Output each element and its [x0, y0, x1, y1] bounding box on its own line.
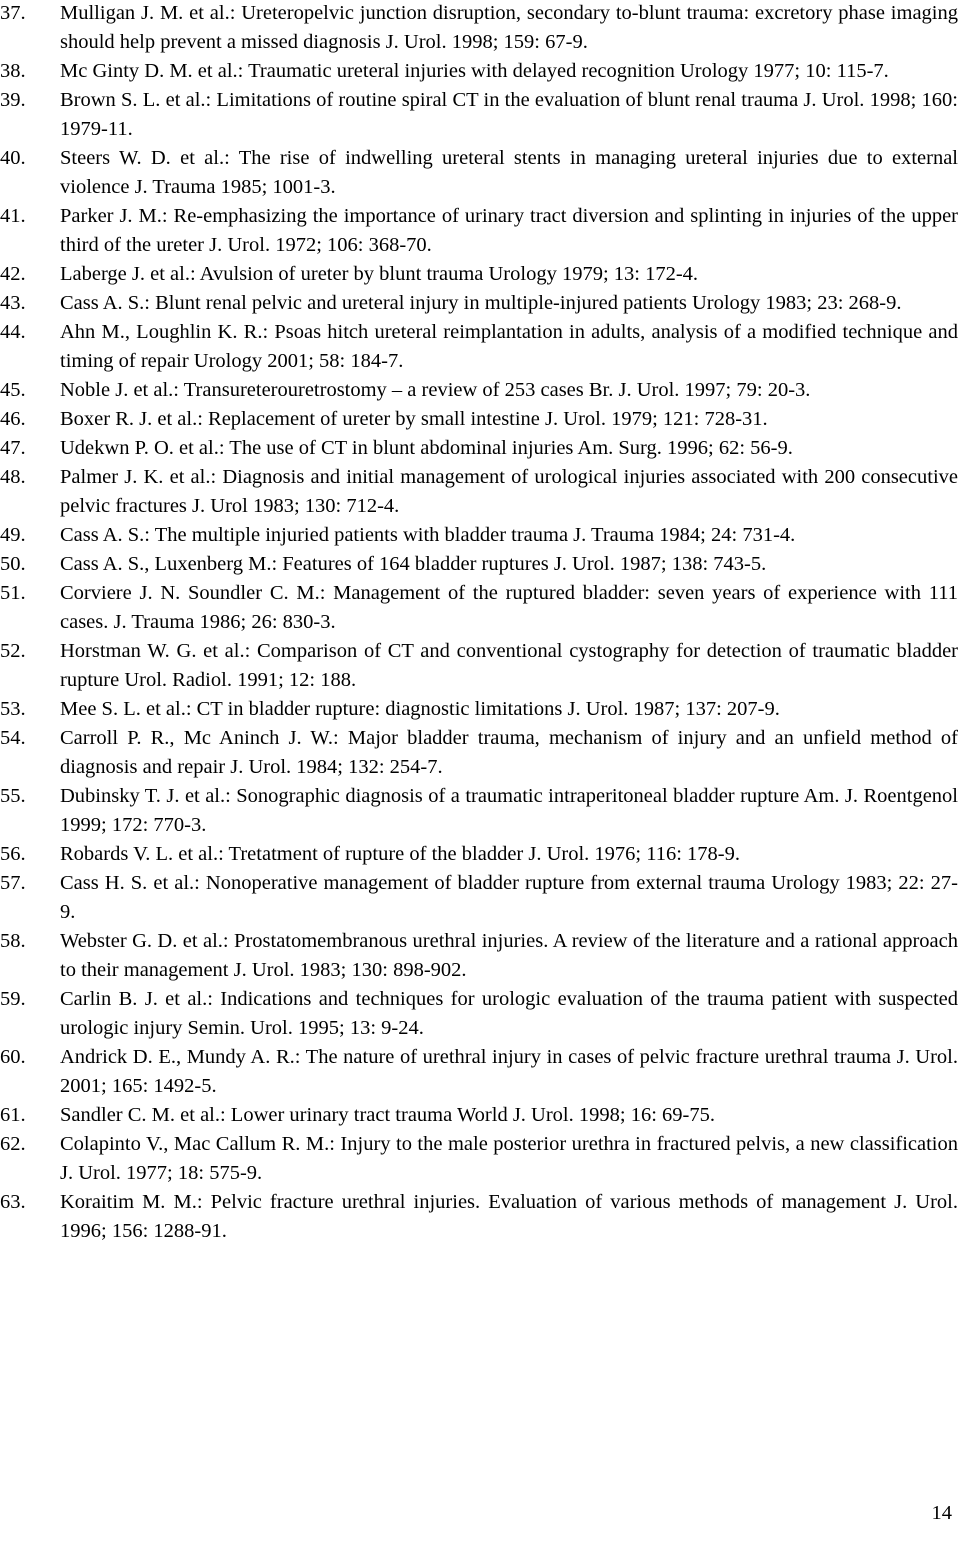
reference-item — [0, 260, 958, 289]
reference-text: Horstman W. G. et al.: Comparison of CT and conventional cystography for detection of traumatic bladder rupture Urol. Radiol. 1991; 12: 188. — [60, 640, 958, 691]
reference-text: Dubinsky T. J. et al.: Sonographic diagnosis of a traumatic intraperitoneal bladder rupture Am. J. Roentgenol 1999; 172: 770-3. — [60, 785, 958, 836]
reference-item — [0, 1188, 958, 1246]
reference-item — [0, 782, 958, 840]
reference-item — [0, 434, 958, 463]
reference-number: 57. — [0, 872, 26, 894]
reference-text: Cass H. S. et al.: Nonoperative management of bladder rupture from external trauma Urology 1983; 22: 27-9. — [60, 872, 958, 923]
reference-item — [0, 724, 958, 782]
reference-text: Carroll P. R., Mc Aninch J. W.: Major bladder trauma, mechanism of injury and an unfield method of diagnosis and repair J. Urol. 1984; 132: 254-7. — [60, 727, 958, 778]
reference-text: Cass A. S., Luxenberg M.: Features of 164 bladder ruptures J. Urol. 1987; 138: 743-5. — [60, 553, 767, 575]
reference-text: Laberge J. et al.: Avulsion of ureter by blunt trauma Urology 1979; 13: 172-4. — [60, 263, 699, 285]
reference-text: Andrick D. E., Mundy A. R.: The nature of urethral injury in cases of pelvic fracture urethral trauma J. Urol. 2001; 165: 1492-5. — [60, 1046, 958, 1097]
reference-item — [0, 1101, 958, 1130]
reference-item — [0, 376, 958, 405]
reference-text: Mulligan J. M. et al.: Ureteropelvic junction disruption, secondary to-blunt trauma: excretory phase imaging should help prevent a missed diagnosis J. Urol. 1998; 159: 67-9. — [60, 2, 958, 53]
reference-number: 46. — [0, 408, 26, 430]
reference-number: 44. — [0, 321, 26, 343]
reference-number: 52. — [0, 640, 26, 662]
reference-number: 47. — [0, 437, 26, 459]
reference-number: 55. — [0, 785, 26, 807]
reference-text: Mee S. L. et al.: CT in bladder rupture: diagnostic limitations J. Urol. 1987; 137: 207-9. — [60, 698, 780, 720]
reference-text: Boxer R. J. et al.: Replacement of ureter by small intestine J. Urol. 1979; 121: 728-31. — [60, 408, 768, 430]
reference-text: Parker J. M.: Re-emphasizing the importance of urinary tract diversion and splinting in injuries of the upper third of the ureter J. Urol. 1972; 106: 368-70. — [60, 205, 958, 256]
reference-text: Cass A. S.: The multiple injuried patients with bladder trauma J. Trauma 1984; 24: 731-4. — [60, 524, 796, 546]
reference-text: Mc Ginty D. M. et al.: Traumatic ureteral injuries with delayed recognition Urology 1977; 10: 115-7. — [60, 60, 889, 82]
reference-text: Koraitim M. M.: Pelvic fracture urethral injuries. Evaluation of various methods of management J. Urol. 1996; 156: 1288-91. — [60, 1191, 958, 1242]
reference-number: 38. — [0, 60, 26, 82]
reference-number: 60. — [0, 1046, 26, 1068]
reference-item — [0, 0, 958, 57]
reference-item — [0, 405, 958, 434]
page-number: 14 — [931, 1502, 952, 1524]
reference-item — [0, 927, 958, 985]
reference-text: Corviere J. N. Soundler C. M.: Management of the ruptured bladder: seven years of experience with 111 cases. J. Trauma 1986; 26: 830-3. — [60, 582, 958, 633]
reference-item — [0, 202, 958, 260]
reference-text: Webster G. D. et al.: Prostatomembranous urethral injuries. A review of the literature and a rational approach to their management J. Urol. 1983; 130: 898-902. — [60, 930, 958, 981]
reference-number: 45. — [0, 379, 26, 401]
reference-number: 43. — [0, 292, 26, 314]
reference-number: 56. — [0, 843, 26, 865]
reference-item — [0, 318, 958, 376]
reference-text: Steers W. D. et al.: The rise of indwelling ureteral stents in managing ureteral injuries due to external violence J. Trauma 1985; 1001-3. — [60, 147, 958, 198]
reference-number: 39. — [0, 89, 26, 111]
reference-number: 48. — [0, 466, 26, 488]
reference-item — [0, 144, 958, 202]
reference-item — [0, 57, 958, 86]
reference-item — [0, 637, 958, 695]
reference-number: 49. — [0, 524, 26, 546]
reference-item — [0, 521, 958, 550]
reference-text: Colapinto V., Mac Callum R. M.: Injury to the male posterior urethra in fractured pelvis, a new classification J. Urol. 1977; 18: 575-9. — [60, 1133, 958, 1184]
reference-number: 40. — [0, 147, 26, 169]
reference-text: Robards V. L. et al.: Tretatment of rupture of the bladder J. Urol. 1976; 116: 178-9. — [60, 843, 741, 865]
reference-item — [0, 550, 958, 579]
reference-item — [0, 985, 958, 1043]
reference-item — [0, 1130, 958, 1188]
reference-number: 53. — [0, 698, 26, 720]
reference-text: Ahn M., Loughlin K. R.: Psoas hitch ureteral reimplantation in adults, analysis of a modified technique and timing of repair Urology 2001; 58: 184-7. — [60, 321, 958, 372]
reference-item — [0, 695, 958, 724]
reference-text: Noble J. et al.: Transureterouretrostomy – a review of 253 cases Br. J. Urol. 1997; 79: 20-3. — [60, 379, 811, 401]
reference-number: 51. — [0, 582, 26, 604]
reference-item — [0, 579, 958, 637]
reference-text: Palmer J. K. et al.: Diagnosis and initial management of urological injuries associated with 200 consecutive pelvic fractures J. Urol 1983; 130: 712-4. — [60, 466, 958, 517]
reference-item — [0, 289, 958, 318]
reference-number: 54. — [0, 727, 26, 749]
reference-number: 50. — [0, 553, 26, 575]
reference-number: 41. — [0, 205, 26, 227]
reference-item — [0, 1043, 958, 1101]
reference-number: 59. — [0, 988, 26, 1010]
reference-number: 62. — [0, 1133, 26, 1155]
reference-item — [0, 463, 958, 521]
reference-text: Udekwn P. O. et al.: The use of CT in blunt abdominal injuries Am. Surg. 1996; 62: 56-9. — [60, 437, 793, 459]
reference-text: Cass A. S.: Blunt renal pelvic and ureteral injury in multiple-injured patients Urology 1983; 23: 268-9. — [60, 292, 902, 314]
reference-number: 37. — [0, 2, 26, 24]
reference-number: 42. — [0, 263, 26, 285]
reference-number: 63. — [0, 1191, 26, 1213]
reference-text: Carlin B. J. et al.: Indications and techniques for urologic evaluation of the trauma patient with suspected urologic injury Semin. Urol. 1995; 13: 9-24. — [60, 988, 958, 1039]
reference-number: 58. — [0, 930, 26, 952]
reference-number: 61. — [0, 1104, 26, 1126]
reference-item — [0, 840, 958, 869]
reference-text: Brown S. L. et al.: Limitations of routine spiral CT in the evaluation of blunt renal trauma J. Urol. 1998; 160: 1979-11. — [60, 89, 958, 140]
reference-item — [0, 869, 958, 927]
reference-item — [0, 86, 958, 144]
reference-text: Sandler C. M. et al.: Lower urinary tract trauma World J. Urol. 1998; 16: 69-75. — [60, 1104, 715, 1126]
